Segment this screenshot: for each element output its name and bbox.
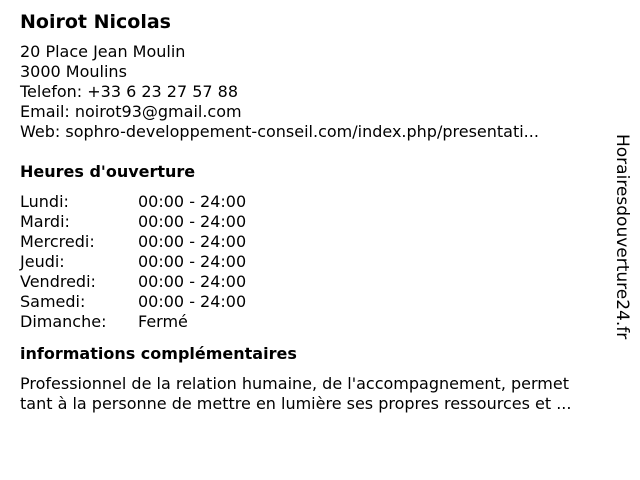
email-text: Email: noirot93@gmail.com — [20, 102, 242, 121]
hours-heading: Heures d'ouverture — [20, 162, 196, 181]
business-name: Noirot Nicolas — [20, 11, 171, 33]
info-heading: informations complémentaires — [20, 344, 297, 363]
day-label: Mardi: — [20, 212, 70, 231]
hours-row — [20, 252, 246, 272]
info-line-1: Professionnel de la relation humaine, de l'accompagnement, permet — [20, 374, 569, 393]
day-hours: 00:00 - 24:00 — [138, 232, 247, 251]
info-line-2: tant à la personne de mettre en lumière ses propres ressources et ... — [20, 394, 572, 413]
phone-text: Telefon: +33 6 23 27 57 88 — [20, 82, 239, 101]
day-hours: 00:00 - 24:00 — [138, 272, 247, 291]
web-text: Web: sophro-developpement-conseil.com/index.php/presentati... — [20, 122, 539, 141]
day-hours: 00:00 - 24:00 — [138, 212, 247, 231]
day-label: Vendredi: — [20, 272, 96, 291]
hours-row — [20, 272, 246, 292]
hours-row — [20, 292, 246, 312]
day-hours: Fermé — [138, 312, 188, 331]
contact-block — [20, 42, 600, 142]
day-label: Jeudi: — [20, 252, 65, 271]
day-hours: 00:00 - 24:00 — [138, 192, 247, 211]
hours-table — [20, 192, 246, 332]
hours-row — [20, 312, 246, 332]
address-line-2: 3000 Moulins — [20, 62, 127, 81]
address-line-1: 20 Place Jean Moulin — [20, 42, 186, 61]
day-hours: 00:00 - 24:00 — [138, 292, 247, 311]
day-hours: 00:00 - 24:00 — [138, 252, 247, 271]
hours-row — [20, 192, 246, 212]
hours-row — [20, 212, 246, 232]
info-description — [20, 374, 620, 414]
business-card — [20, 10, 600, 414]
day-label: Mercredi: — [20, 232, 95, 251]
day-label: Lundi: — [20, 192, 69, 211]
hours-row — [20, 232, 246, 252]
site-watermark: Horairesdouverture24.fr — [612, 134, 632, 340]
day-label: Dimanche: — [20, 312, 107, 331]
day-label: Samedi: — [20, 292, 86, 311]
